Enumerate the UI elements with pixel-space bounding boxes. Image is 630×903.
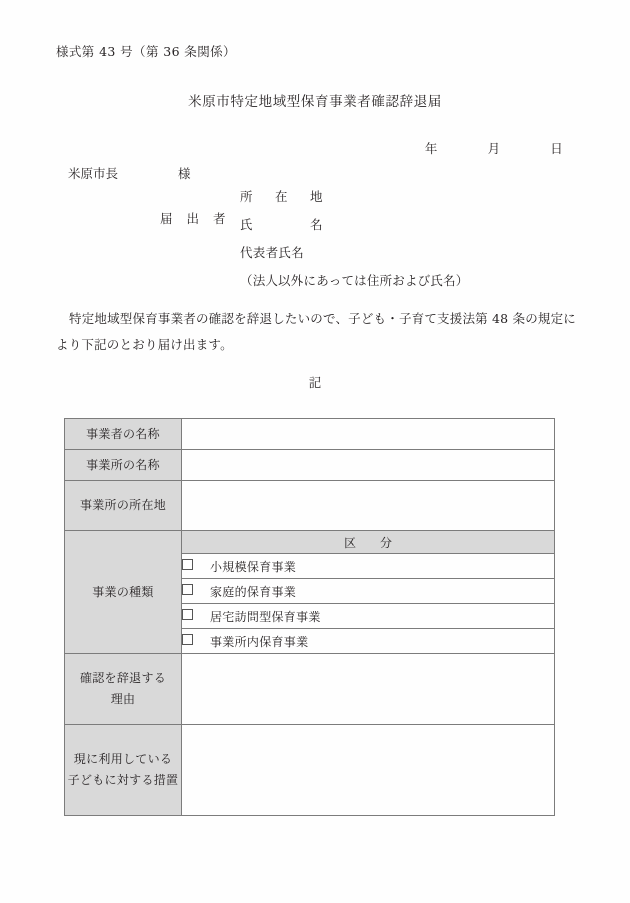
submitter-label: 届 出 者 <box>160 211 231 226</box>
form-table <box>64 418 555 816</box>
table-row-measures <box>65 725 555 816</box>
table-row-office-name <box>65 450 555 481</box>
page-title: 米原市特定地域型保育事業者確認辞退届 <box>188 94 442 110</box>
checkbox-row-family <box>182 579 554 604</box>
checkbox-row-small-scale <box>182 554 554 579</box>
label-reason-line1: 確認を辞退する <box>79 671 167 685</box>
table-row-office-address <box>65 481 555 531</box>
checkbox-option-workplace[interactable] <box>182 629 554 654</box>
checkbox-label-home-visit: 居宅訪問型保育事業 <box>210 609 321 624</box>
addressee-mayor: 米原市長 <box>68 166 119 181</box>
date-day-label: 日 <box>550 141 564 156</box>
submitter-fields <box>240 187 468 299</box>
label-business-type: 事業の種類 <box>65 531 182 654</box>
checkbox-label-workplace: 事業所内保育事業 <box>210 634 309 649</box>
label-office-name: 事業所の名称 <box>65 450 182 481</box>
label-measures-line2: 子どもに対する措置 <box>67 773 179 787</box>
label-reason-line2: 理由 <box>110 692 136 706</box>
form-number: 様式第 43 号（第 36 条関係） <box>56 44 236 59</box>
ki-marker: 記 <box>308 375 322 390</box>
label-measures-line1: 現に利用している <box>73 752 173 766</box>
table-row-business-type <box>65 531 555 654</box>
business-type-header-row <box>182 531 554 554</box>
business-type-table <box>182 531 554 653</box>
checkbox-icon[interactable] <box>182 559 193 570</box>
date-month-label: 月 <box>487 141 501 156</box>
submitter-note: （法人以外にあっては住所および氏名） <box>240 273 469 288</box>
checkbox-icon[interactable] <box>182 584 193 595</box>
checkbox-option-home-visit[interactable] <box>182 604 554 629</box>
addressee <box>68 164 191 182</box>
checkbox-option-family[interactable] <box>182 579 554 604</box>
body-paragraph: 特定地域型保育事業者の確認を辞退したいので、子ども・子育て支援法第 48 条の規定により下記のとおり届け出ます。 <box>56 311 577 352</box>
checkbox-label-small-scale: 小規模保育事業 <box>210 559 297 574</box>
business-type-options-cell <box>182 531 555 654</box>
table-row-reason <box>65 654 555 725</box>
field-measures[interactable] <box>182 725 555 816</box>
checkbox-option-small-scale[interactable] <box>182 554 554 579</box>
submitter-address-label: 所 在 地 <box>240 189 328 204</box>
field-office-name[interactable] <box>182 450 555 481</box>
label-reason <box>65 654 182 725</box>
label-measures <box>65 725 182 816</box>
submitter-representative-label: 代表者氏名 <box>240 245 305 260</box>
date-year-label: 年 <box>424 141 438 156</box>
table-row-operator-name <box>65 419 555 450</box>
label-office-address: 事業所の所在地 <box>65 481 182 531</box>
field-operator-name[interactable] <box>182 419 555 450</box>
checkbox-icon[interactable] <box>182 609 193 620</box>
field-reason[interactable] <box>182 654 555 725</box>
label-operator-name: 事業者の名称 <box>65 419 182 450</box>
addressee-honorific: 様 <box>178 166 191 181</box>
date-line <box>400 139 590 157</box>
checkbox-row-home-visit <box>182 604 554 629</box>
field-office-address[interactable] <box>182 481 555 531</box>
checkbox-row-workplace <box>182 629 554 654</box>
checkbox-label-family: 家庭的保育事業 <box>210 584 297 599</box>
checkbox-icon[interactable] <box>182 634 193 645</box>
submitter-name-label: 氏 名 <box>240 217 328 232</box>
column-header-kubun: 区 分 <box>182 531 554 554</box>
